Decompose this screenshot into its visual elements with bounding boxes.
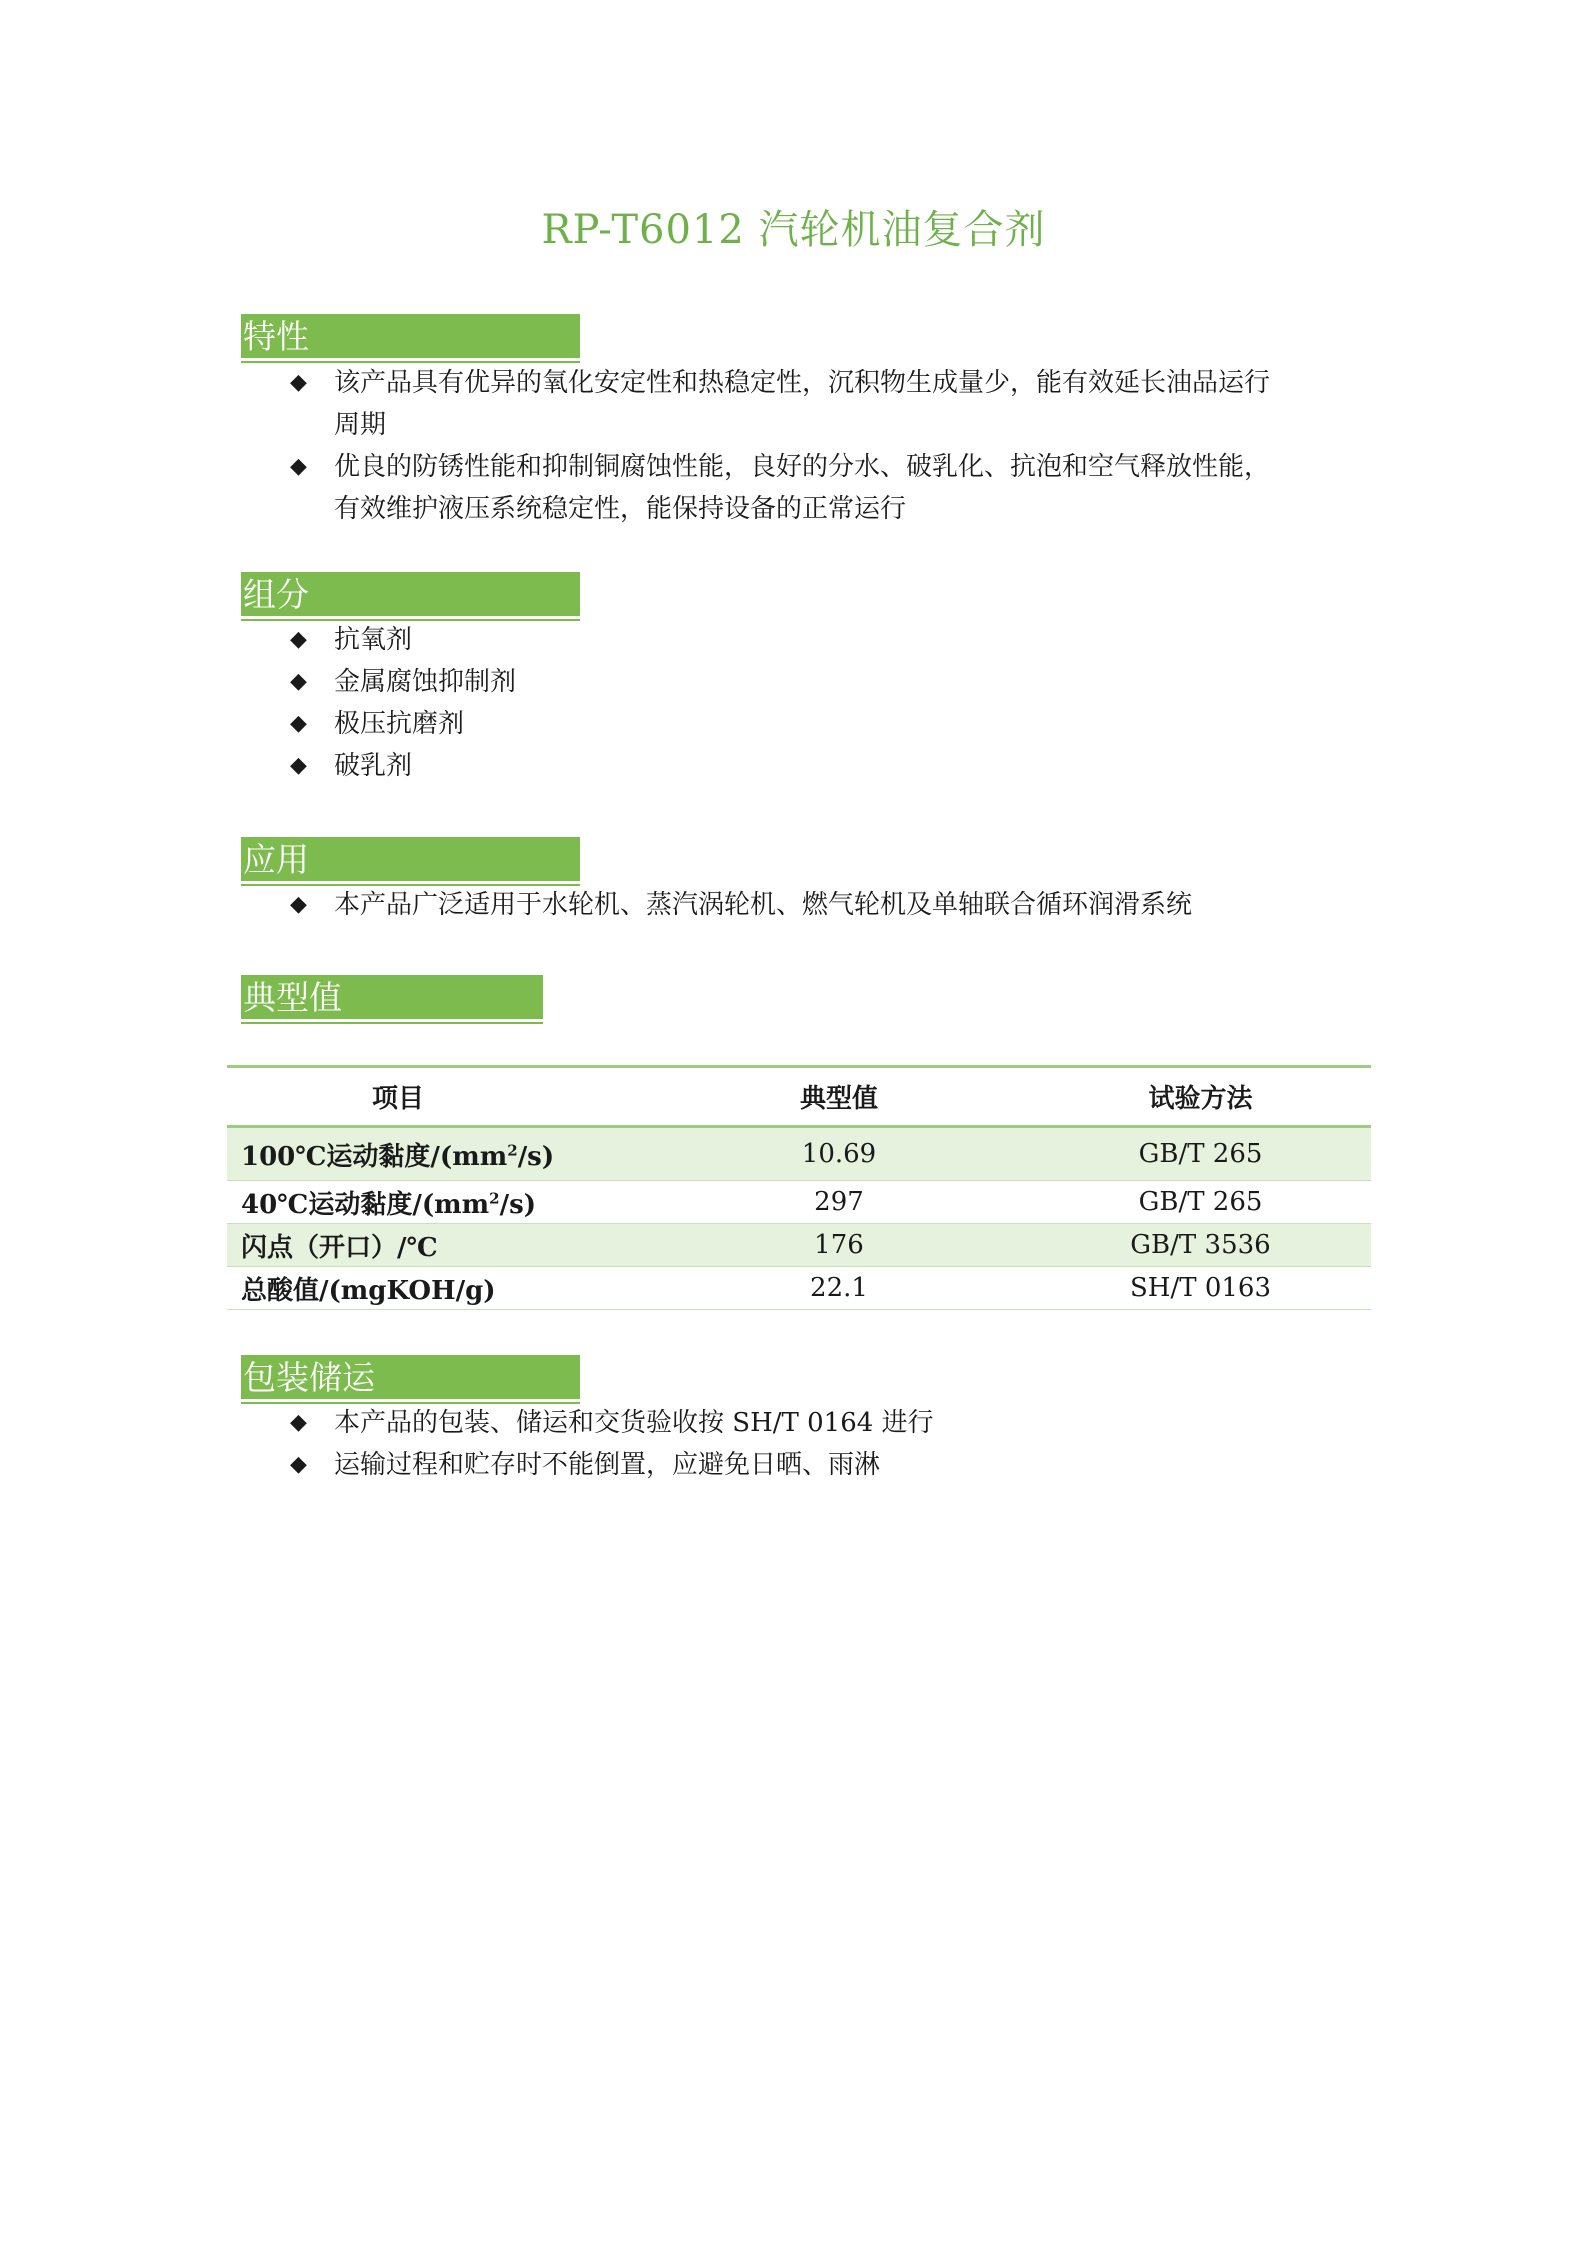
- section-heading-composition: 组分: [241, 572, 580, 616]
- table-row: [227, 1127, 1371, 1181]
- section-heading-features: 特性: [241, 314, 580, 358]
- bullet-diamond-icon: ◆: [290, 627, 307, 652]
- row-value: 297: [648, 1181, 1030, 1224]
- row-item: 40℃运动黏度$/(mm^2/s)$: [227, 1181, 648, 1224]
- features-item-2-line2: 有效维护液压系统稳定性，能保持设备的正常运行: [334, 494, 907, 524]
- row-method: GB/T 265: [1030, 1127, 1371, 1181]
- table-row: [227, 1224, 1371, 1267]
- bullet-diamond-icon: ◆: [290, 892, 307, 917]
- packaging-item-1-text: 本产品的包装、储运和交货验收按 SH/T 0164 进行: [334, 1408, 934, 1438]
- document-title: RP-T6012 汽轮机油复合剂: [541, 207, 1046, 253]
- bullet-diamond-icon: ◆: [290, 1410, 307, 1435]
- features-item-2-line1: 优良的防锈性能和抑制铜腐蚀性能，良好的分水、破乳化、抗泡和空气释放性能，: [334, 452, 1271, 482]
- row-value: 10.69: [648, 1127, 1030, 1181]
- table-header-row: [227, 1067, 1371, 1127]
- section-heading-application: 应用: [241, 837, 580, 881]
- row-value: 22.1: [648, 1267, 1030, 1310]
- row-method: SH/T 0163: [1030, 1267, 1371, 1310]
- bullet-diamond-icon: ◆: [290, 370, 307, 395]
- row-item: 闪点（开口）/℃: [227, 1224, 648, 1267]
- features-item-1-line2: 周期: [334, 410, 387, 440]
- table-row: [227, 1181, 1371, 1224]
- row-method: GB/T 265: [1030, 1181, 1371, 1224]
- section-heading-typical-values: 典型值: [241, 975, 543, 1019]
- bullet-diamond-icon: ◆: [290, 669, 307, 694]
- composition-item-1-text: 抗氧剂: [334, 625, 413, 655]
- composition-item-2-text: 金属腐蚀抑制剂: [334, 667, 517, 697]
- section-heading-packaging: 包装储运: [241, 1355, 580, 1399]
- features-item-1-line1: 该产品具有优异的氧化安定性和热稳定性，沉积物生成量少，能有效延长油品运行: [334, 368, 1271, 398]
- header-test-method: 试验方法: [1030, 1067, 1371, 1127]
- row-value: 176: [648, 1224, 1030, 1267]
- row-method: GB/T 3536: [1030, 1224, 1371, 1267]
- row-item: 总酸值/(mgKOH/g): [227, 1267, 648, 1310]
- packaging-item-2-text: 运输过程和贮存时不能倒置，应避免日晒、雨淋: [334, 1450, 881, 1480]
- table-row: [227, 1267, 1371, 1310]
- bullet-diamond-icon: ◆: [290, 454, 307, 479]
- bullet-diamond-icon: ◆: [290, 711, 307, 736]
- bullet-diamond-icon: ◆: [290, 1452, 307, 1477]
- typical-values-table: [227, 1065, 1371, 1310]
- bullet-diamond-icon: ◆: [290, 753, 307, 778]
- header-item: 项目: [227, 1067, 648, 1127]
- application-item-1-text: 本产品广泛适用于水轮机、蒸汽涡轮机、燃气轮机及单轴联合循环润滑系统: [334, 890, 1193, 920]
- composition-item-4-text: 破乳剂: [334, 751, 413, 781]
- header-typical-value: 典型值: [648, 1067, 1030, 1127]
- composition-item-3-text: 极压抗磨剂: [334, 709, 465, 739]
- row-item: 100℃运动黏度$/(mm^2/s)$: [227, 1127, 648, 1181]
